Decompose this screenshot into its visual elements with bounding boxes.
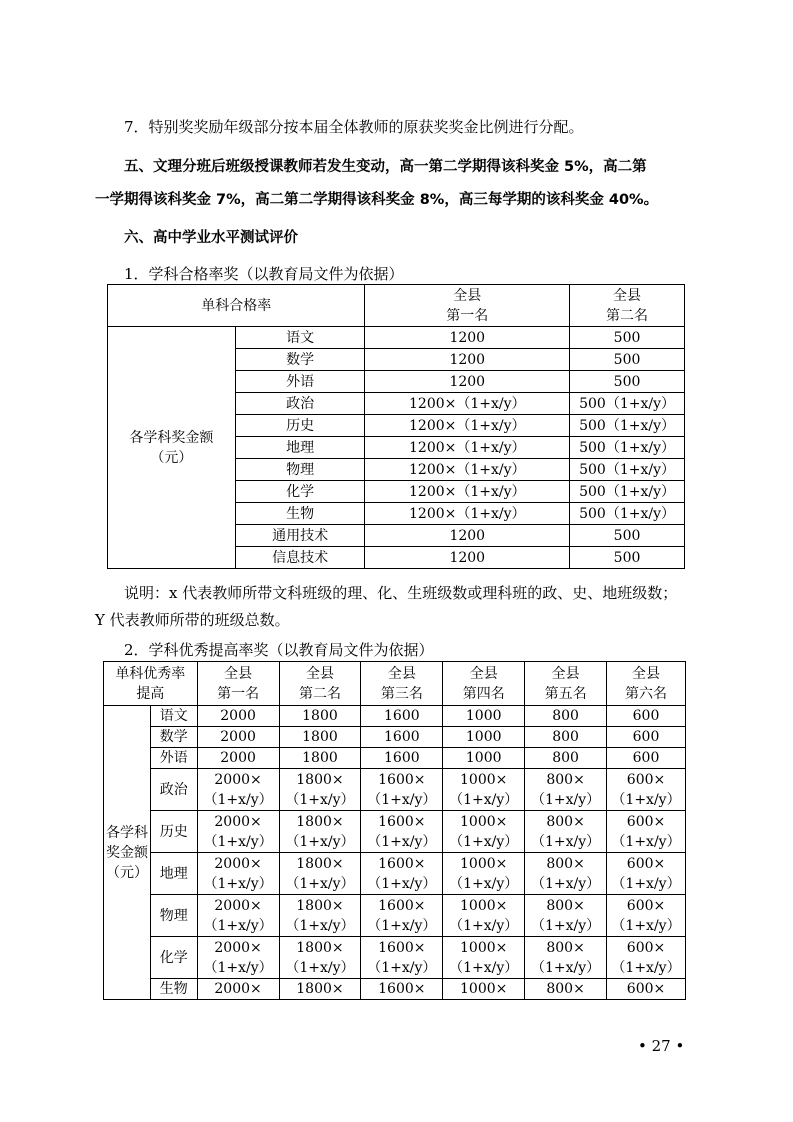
- table1-header-first: 全县 第一名: [365, 285, 570, 327]
- table-row: [104, 706, 686, 727]
- section-2-title: 2．学科优秀提高率奖（以教育局文件为依据）: [124, 641, 434, 659]
- table1-second-cell: 500（1+x/y）: [570, 459, 685, 481]
- table1-subject-cell: 地理: [235, 437, 365, 459]
- table1-second-cell: 500: [570, 547, 685, 569]
- table1-first-cell: 1200: [365, 349, 570, 371]
- table2-header-rank-1: 全县 第一名: [197, 662, 279, 706]
- table2-value-cell: 1800: [279, 706, 361, 727]
- table1-second-cell: 500（1+x/y）: [570, 393, 685, 415]
- table1-first-cell: 1200×（1+x/y）: [365, 393, 570, 415]
- table2-formula-cell: 800× （1+x/y）: [525, 769, 607, 811]
- table2-formula-cell: 1000× （1+x/y）: [443, 769, 525, 811]
- table1-first-cell: 1200×（1+x/y）: [365, 459, 570, 481]
- table2-value-cell: 1000×: [443, 979, 525, 1000]
- table2-value-cell: 1800: [279, 748, 361, 769]
- table2-subject-cell: 政治: [150, 769, 197, 811]
- table1-header-label: 单科合格率: [108, 285, 365, 327]
- table1-second-cell: 500（1+x/y）: [570, 415, 685, 437]
- table2-subject-cell: 数学: [150, 727, 197, 748]
- table1-group-label: 各学科奖金额 （元）: [108, 327, 236, 569]
- table2-value-cell: 1000: [443, 706, 525, 727]
- table2-subject-cell: 历史: [150, 811, 197, 853]
- table2-formula-cell: 800× （1+x/y）: [525, 937, 607, 979]
- section-1-title: 1．学科合格率奖（以教育局文件为依据）: [124, 265, 404, 283]
- table1-subject-cell: 外语: [235, 371, 365, 393]
- table1-first-cell: 1200×（1+x/y）: [365, 503, 570, 525]
- table2-value-cell: 1600: [361, 748, 443, 769]
- table1-subject-cell: 语文: [235, 327, 365, 349]
- table2-value-cell: 1000: [443, 727, 525, 748]
- table2-formula-cell: 1000× （1+x/y）: [443, 937, 525, 979]
- table2-header-rank-2: 全县 第二名: [279, 662, 361, 706]
- table-row: [104, 853, 686, 895]
- table2-header-rank-6: 全县 第六名: [607, 662, 686, 706]
- table1-second-cell: 500（1+x/y）: [570, 503, 685, 525]
- paragraph-7: 7．特别奖奖励年级部分按本届全体教师的原获奖奖金比例进行分配。: [124, 118, 584, 136]
- table2-header-label: 单科优秀率 提高: [104, 662, 198, 706]
- table-row: [104, 769, 686, 811]
- table2-formula-cell: 1600× （1+x/y）: [361, 895, 443, 937]
- table2-formula-cell: 1800× （1+x/y）: [279, 937, 361, 979]
- table-row: [104, 727, 686, 748]
- table2-subject-cell: 外语: [150, 748, 197, 769]
- table1-second-cell: 500: [570, 371, 685, 393]
- table2-formula-cell: 2000× （1+x/y）: [197, 895, 279, 937]
- table2-formula-cell: 1800× （1+x/y）: [279, 769, 361, 811]
- table-row: [104, 811, 686, 853]
- table2-value-cell: 2000: [197, 727, 279, 748]
- table2-formula-cell: 1600× （1+x/y）: [361, 769, 443, 811]
- note-line-2: Y 代表教师所带的班级总数。: [95, 611, 290, 629]
- table2-value-cell: 800: [525, 706, 607, 727]
- table2-value-cell: 2000×: [197, 979, 279, 1000]
- table2-value-cell: 800: [525, 748, 607, 769]
- excellence-rate-table: [103, 661, 686, 1000]
- table2-value-cell: 1800×: [279, 979, 361, 1000]
- table1-first-cell: 1200×（1+x/y）: [365, 481, 570, 503]
- table2-formula-cell: 800× （1+x/y）: [525, 811, 607, 853]
- table2-formula-cell: 1000× （1+x/y）: [443, 853, 525, 895]
- table2-header-rank-3: 全县 第三名: [361, 662, 443, 706]
- table2-formula-cell: 1800× （1+x/y）: [279, 811, 361, 853]
- note-line-1: 说明：x 代表教师所带文科班级的理、化、生班级数或理科班的政、史、地班级数；: [124, 584, 678, 602]
- table2-header-rank-4: 全县 第四名: [443, 662, 525, 706]
- table2-header-rank-5: 全县 第五名: [525, 662, 607, 706]
- table2-value-cell: 800×: [525, 979, 607, 1000]
- table2-subject-cell: 物理: [150, 895, 197, 937]
- table1-subject-cell: 信息技术: [235, 547, 365, 569]
- table1-subject-cell: 生物: [235, 503, 365, 525]
- table2-formula-cell: 1800× （1+x/y）: [279, 853, 361, 895]
- table1-first-cell: 1200: [365, 547, 570, 569]
- table2-formula-cell: 2000× （1+x/y）: [197, 769, 279, 811]
- table1-subject-cell: 政治: [235, 393, 365, 415]
- table2-formula-cell: 600× （1+x/y）: [607, 769, 686, 811]
- table2-value-cell: 800: [525, 727, 607, 748]
- table2-formula-cell: 1600× （1+x/y）: [361, 811, 443, 853]
- table2-subject-cell: 化学: [150, 937, 197, 979]
- table1-second-cell: 500: [570, 525, 685, 547]
- table1-header-second: 全县 第二名: [570, 285, 685, 327]
- table2-formula-cell: 600× （1+x/y）: [607, 895, 686, 937]
- table1-subject-cell: 物理: [235, 459, 365, 481]
- table1-second-cell: 500: [570, 327, 685, 349]
- table2-value-cell: 600: [607, 706, 686, 727]
- table1-subject-cell: 数学: [235, 349, 365, 371]
- table1-first-cell: 1200: [365, 525, 570, 547]
- table-row: [104, 748, 686, 769]
- table1-first-cell: 1200×（1+x/y）: [365, 437, 570, 459]
- table2-formula-cell: 2000× （1+x/y）: [197, 811, 279, 853]
- table2-formula-cell: 800× （1+x/y）: [525, 895, 607, 937]
- table2-value-cell: 600: [607, 748, 686, 769]
- table2-formula-cell: 1000× （1+x/y）: [443, 895, 525, 937]
- table1-subject-cell: 历史: [235, 415, 365, 437]
- table2-subject-cell: 地理: [150, 853, 197, 895]
- table2-value-cell: 1600×: [361, 979, 443, 1000]
- table-row: [104, 895, 686, 937]
- table2-value-cell: 2000: [197, 706, 279, 727]
- paragraph-5-line-1: 五、文理分班后班级授课教师若发生变动，高一第二学期得该科奖金 5%，高二第: [124, 159, 647, 175]
- pass-rate-table: [107, 284, 685, 569]
- table2-value-cell: 1800: [279, 727, 361, 748]
- table2-formula-cell: 800× （1+x/y）: [525, 853, 607, 895]
- table1-first-cell: 1200: [365, 371, 570, 393]
- table1-second-cell: 500: [570, 349, 685, 371]
- table2-value-cell: 600: [607, 727, 686, 748]
- table2-value-cell: 1600: [361, 727, 443, 748]
- table1-first-cell: 1200×（1+x/y）: [365, 415, 570, 437]
- table1-first-cell: 1200: [365, 327, 570, 349]
- table2-formula-cell: 1000× （1+x/y）: [443, 811, 525, 853]
- table2-value-cell: 2000: [197, 748, 279, 769]
- table-row: [104, 937, 686, 979]
- table2-value-cell: 1000: [443, 748, 525, 769]
- table2-formula-cell: 1800× （1+x/y）: [279, 895, 361, 937]
- page-number: • 27 •: [638, 1037, 685, 1055]
- paragraph-5-line-2: 一学期得该科奖金 7%，高二第二学期得该科奖金 8%，高三每学期的该科奖金 40%。: [95, 192, 659, 208]
- table2-value-cell: 600×: [607, 979, 686, 1000]
- table2-value-cell: 1600: [361, 706, 443, 727]
- table1-subject-cell: 通用技术: [235, 525, 365, 547]
- table1-subject-cell: 化学: [235, 481, 365, 503]
- table2-subject-cell: 语文: [150, 706, 197, 727]
- table2-formula-cell: 2000× （1+x/y）: [197, 853, 279, 895]
- table-row: [108, 327, 685, 349]
- table2-formula-cell: 2000× （1+x/y）: [197, 937, 279, 979]
- table2-formula-cell: 1600× （1+x/y）: [361, 937, 443, 979]
- table2-group-label: 各学科 奖金额 （元）: [104, 706, 151, 1000]
- table2-formula-cell: 1600× （1+x/y）: [361, 853, 443, 895]
- table-row: [104, 979, 686, 1000]
- table2-subject-cell: 生物: [150, 979, 197, 1000]
- table1-second-cell: 500（1+x/y）: [570, 437, 685, 459]
- table1-second-cell: 500（1+x/y）: [570, 481, 685, 503]
- table2-formula-cell: 600× （1+x/y）: [607, 853, 686, 895]
- section-6-heading: 六、高中学业水平测试评价: [124, 230, 298, 246]
- table2-formula-cell: 600× （1+x/y）: [607, 937, 686, 979]
- table2-formula-cell: 600× （1+x/y）: [607, 811, 686, 853]
